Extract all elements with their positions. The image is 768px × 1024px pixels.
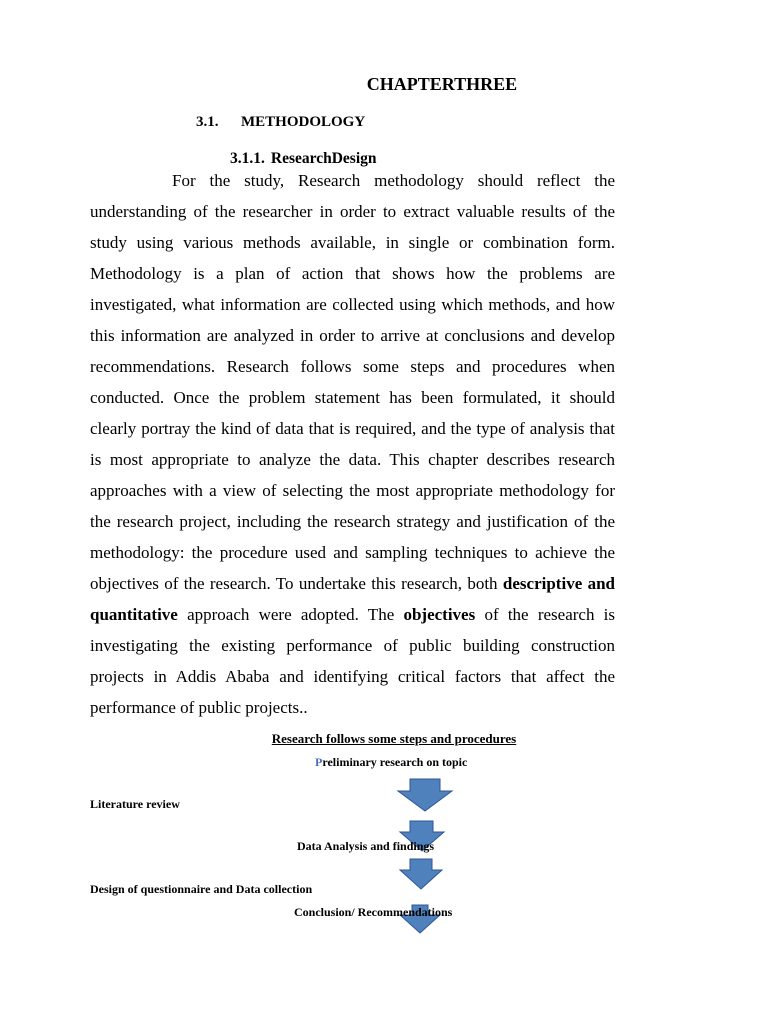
flow-step-literature-review: Literature review xyxy=(90,797,180,811)
bold-descriptive-quantitative: descriptive and quantitative xyxy=(90,574,615,624)
subsection-number: 3.1.1. xyxy=(230,150,265,167)
flowchart-title: Research follows some steps and procedures xyxy=(271,731,517,746)
chapter-title: CHAPTERTHREE xyxy=(366,74,518,94)
section-title: METHODOLOGY xyxy=(241,114,366,130)
flow-step-questionnaire-data-collection: Design of questionnaire and Data collection xyxy=(90,882,313,896)
down-arrow-icon xyxy=(396,858,454,890)
bold-objectives: objectives xyxy=(403,605,476,624)
flow-step-preliminary-research xyxy=(315,755,467,770)
paragraph-text-2: approach were adopted. The xyxy=(177,605,404,624)
paragraph-text-1: For the study, Research methodology should reflect the understanding of the researcher in order to extract valuable results of the study using various methods available, in single or combination form. Methodology is a plan of action that shows how the problems are investigated, what information are collected using which methods, and how this information are analyzed in order to arrive at conclusions and develop recommendations. Research follows some steps and procedures when conducted. Once the problem statement has been formulated, it should clearly portray the kind of data that is required, and the type of analysis that is most appropriate to analyze the data. This chapter describes research approaches with a view of selecting the most appropriate methodology for the research project, including the research strategy and justification of the methodology: the procedure used and sampling techniques to achieve the objectives of the research. To undertake this research, both xyxy=(90,171,615,593)
step1-text: reliminary research on topic xyxy=(322,755,468,769)
step1-initial-letter: P xyxy=(315,755,323,769)
section-number: 3.1. xyxy=(196,114,219,130)
flow-step-data-analysis: Data Analysis and findings xyxy=(297,839,435,853)
down-arrow-icon xyxy=(396,778,454,812)
flow-step-conclusion: Conclusion/ Recommendations xyxy=(294,905,453,919)
body-paragraph xyxy=(90,165,615,723)
subsection-title: ResearchDesign xyxy=(270,150,377,167)
paragraph-text-3: of the research is investigating the existing performance of public building construction projects in Addis Ababa and identifying critical factors that affect the performance of public projects.. xyxy=(90,605,616,717)
